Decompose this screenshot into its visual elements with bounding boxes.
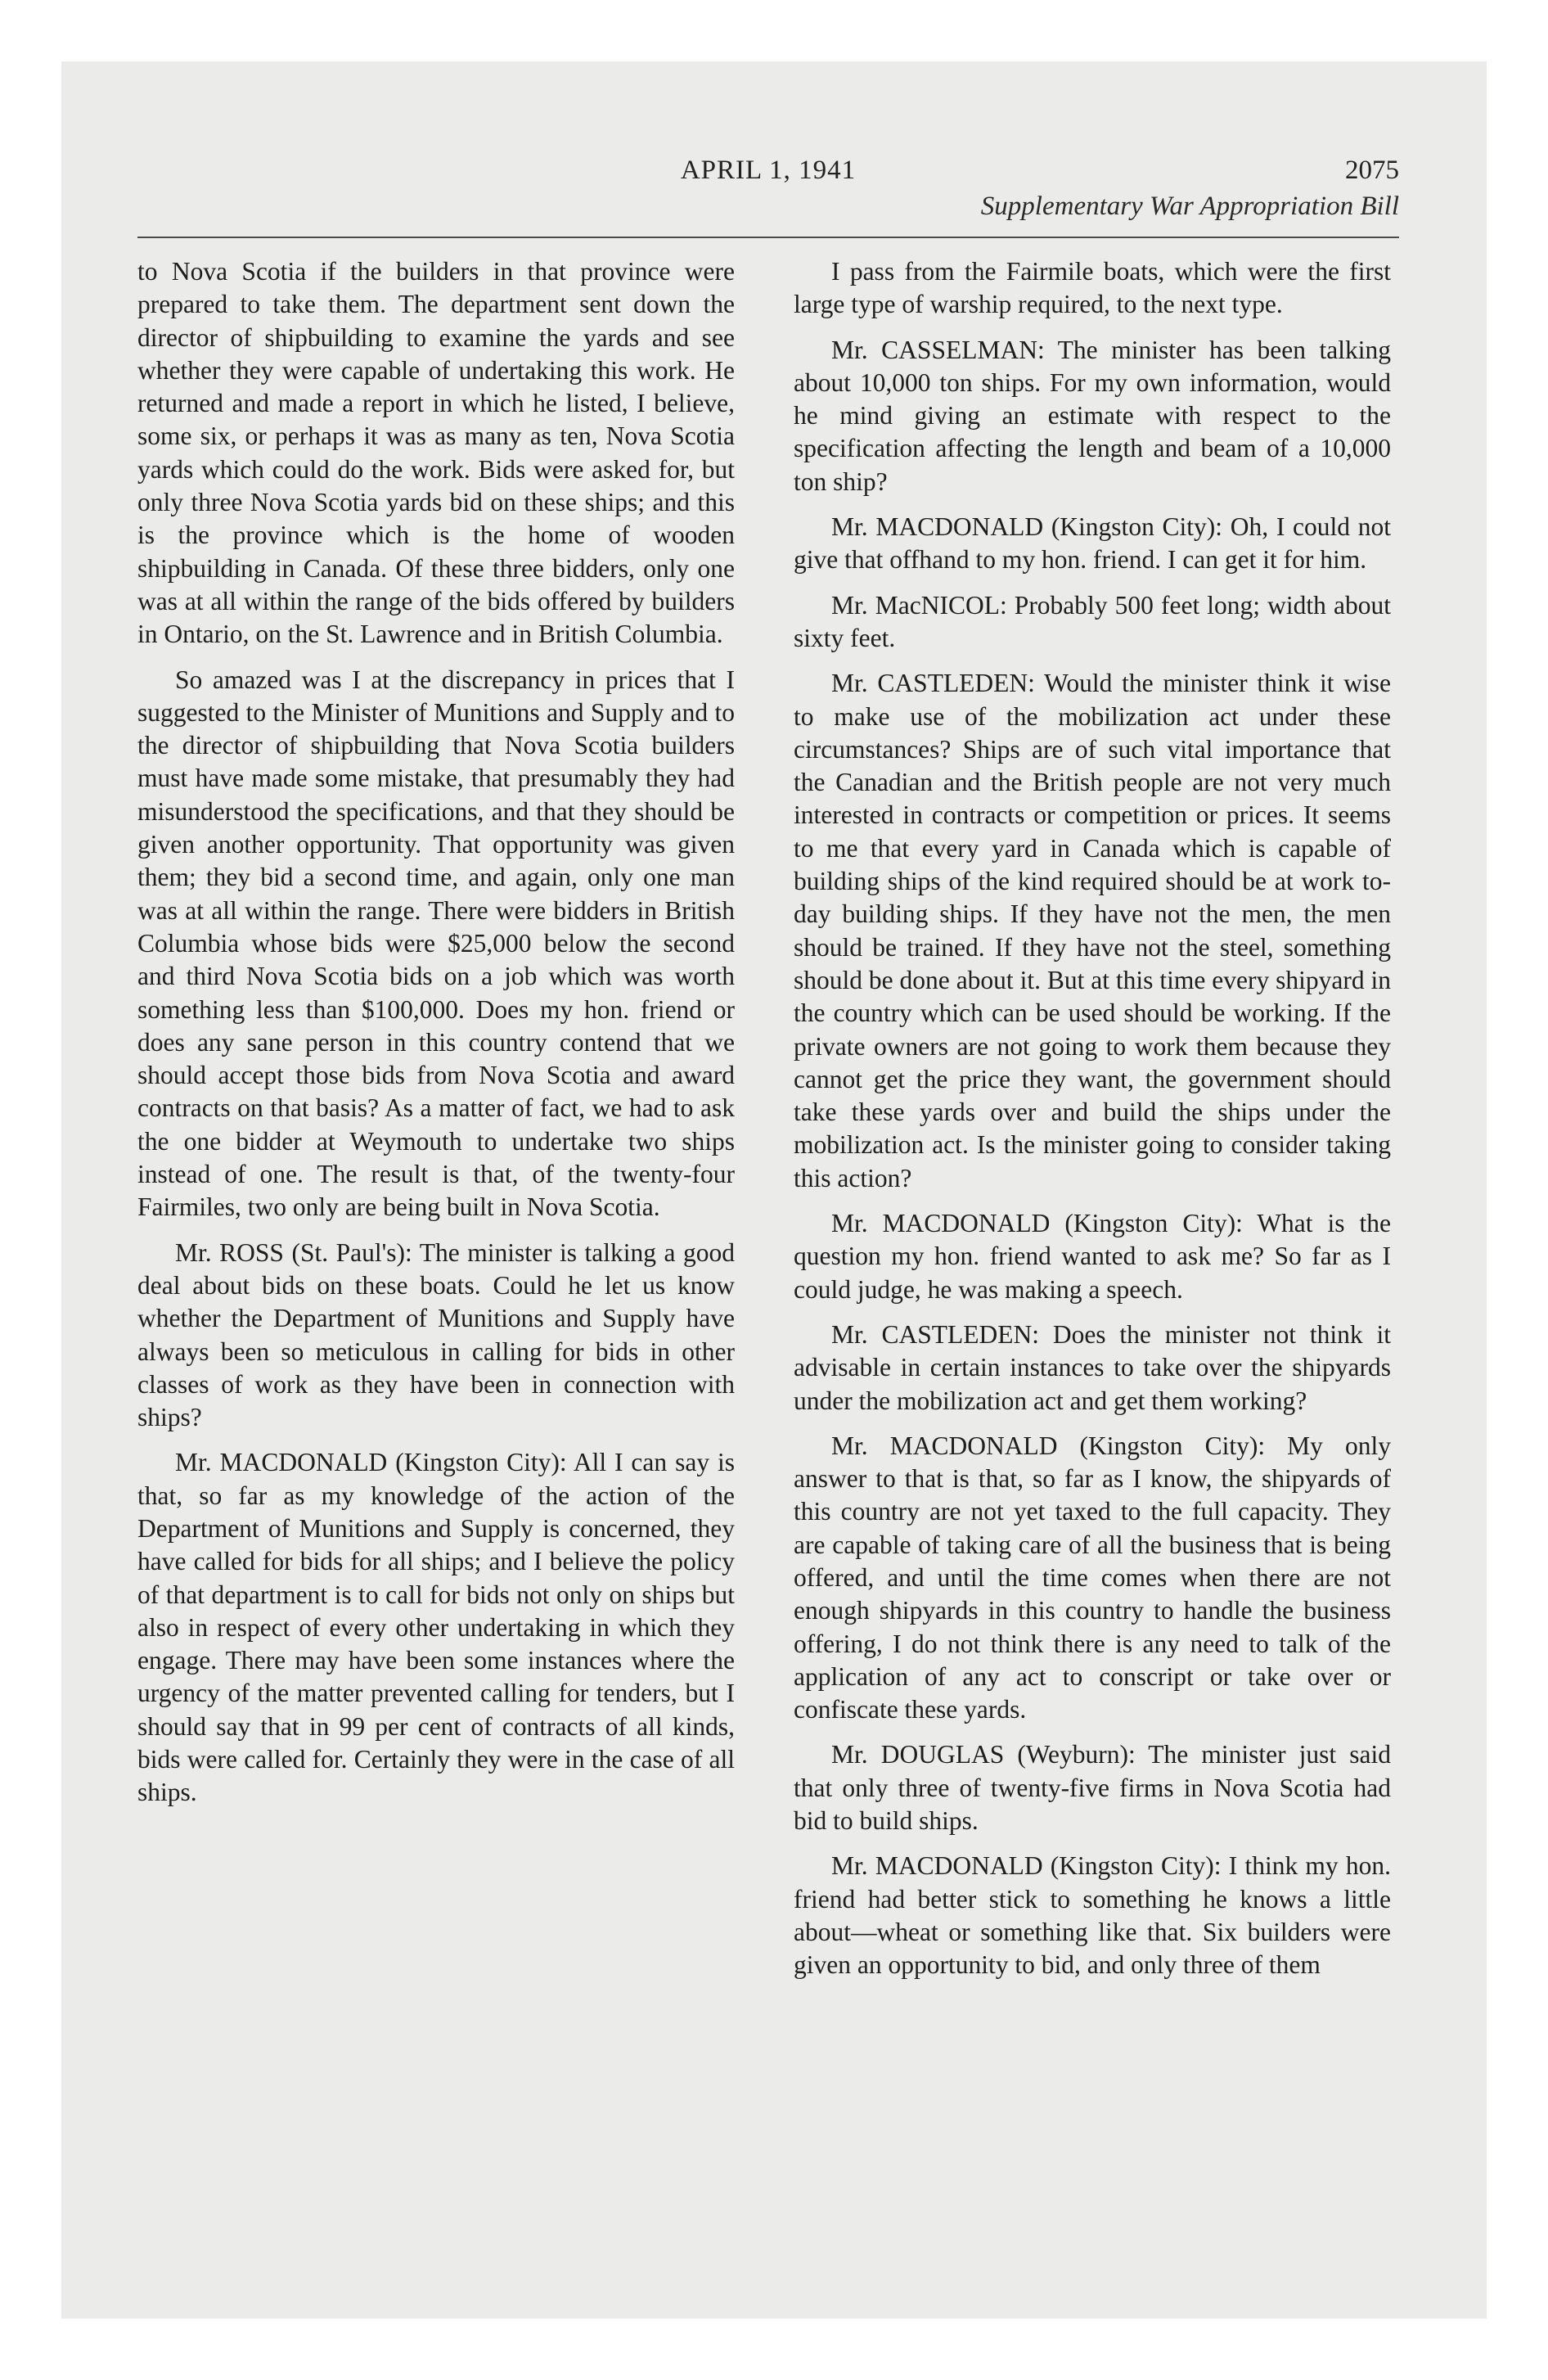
page-number: 2075 xyxy=(1345,156,1399,185)
paragraph: Mr. MACDONALD (Kingston City): I think my hon. friend had better stick to something he knows a little about—wheat or something like that. Six builders were given an opportunity to bid, and only three of them xyxy=(794,1851,1391,1980)
header-subtitle: Supplementary War Appropriation Bill xyxy=(980,192,1399,221)
paragraph: Mr. CASSELMAN: The minister has been talking about 10,000 ton ships. For my own information, would he mind giving an estimate with respect to the specification affecting the length and beam of a 10,000 ton ship? xyxy=(794,335,1391,496)
right-column xyxy=(794,255,1391,1995)
paragraph: to Nova Scotia if the builders in that province were prepared to take them. The department sent down the director of shipbuilding to examine the yards and see whether they were capable of undertaking this work. He returned and made a report in which he listed, I believe, some six, or perhaps it was as many as ten, Nova Scotia yards which could do the work. Bids were asked for, but only three Nova Scotia yards bid on these ships; and this is the province which is the home of wooden shipbuilding in Canada. Of these three bidders, only one was at all within the range of the bids offered by builders in Ontario, on the St. Lawrence and in British Columbia. xyxy=(137,257,735,649)
header-rule xyxy=(137,237,1399,238)
paragraph: Mr. MACDONALD (Kingston City): All I can say is that, so far as my knowledge of the action of the Department of Munitions and Supply is concerned, they have called for bids for all ships; and I believe the policy of that department is to call for bids not only on ships but also in respect of every other undertaking in which they engage. There may have been some instances where the urgency of the matter prevented calling for tenders, but I should say that in 99 per cent of contracts of all kinds, bids were called for. Certainly they were in the case of all ships. xyxy=(137,1448,735,1807)
running-header xyxy=(137,156,1399,237)
left-column xyxy=(137,255,735,1822)
paragraph: Mr. MACDONALD (Kingston City): What is the question my hon. friend wanted to ask me? So far as I could judge, he was making a speech. xyxy=(794,1209,1391,1304)
paragraph: Mr. ROSS (St. Paul's): The minister is talking a good deal about bids on these boats. Could he let us know whether the Department of Munitions and Supply have always been so meticulous in calling for bids in other classes of work as they have been in connection with ships? xyxy=(137,1237,735,1432)
paragraph: Mr. MacNICOL: Probably 500 feet long; width about sixty feet. xyxy=(794,590,1391,652)
paragraph: Mr. CASTLEDEN: Would the minister think it wise to make use of the mobilization act under these circumstances? Ships are of such vital importance that the Canadian and the British people are not very much interested in contracts or competition or prices. It seems to me that every yard in Canada which is capable of building ships of the kind required should be at work to-day building ships. If they have not the men, the men should be trained. If they have not the steel, something should be done about it. But at this time every shipyard in the country which can be used should be working. If the private owners are not going to work them because they cannot get the price they want, the government should take these yards over and build the ships under the mobilization act. Is the minister going to consider taking this action? xyxy=(794,669,1391,1192)
paragraph: Mr. DOUGLAS (Weyburn): The minister just said that only three of twenty-five firms in Nova Scotia had bid to build ships. xyxy=(794,1740,1391,1836)
paragraph: Mr. MACDONALD (Kingston City): Oh, I could not give that offhand to my hon. friend. I can get it for him. xyxy=(794,512,1391,575)
paragraph: Mr. MACDONALD (Kingston City): My only answer to that is that, so far as I know, the shipyards of this country are not yet taxed to the full capacity. They are capable of taking care of all the business that is being offered, and until the time comes when there are not enough shipyards in this country to handle the business offering, I do not think there is any need to talk of the application of any act to conscript or take over or confiscate these yards. xyxy=(794,1431,1391,1724)
paragraph: Mr. CASTLEDEN: Does the minister not think it advisable in certain instances to take over the shipyards under the mobilization act and get them working? xyxy=(794,1319,1391,1415)
header-date: APRIL 1, 1941 xyxy=(680,156,857,185)
paragraph: I pass from the Fairmile boats, which were the first large type of warship required, to the next type. xyxy=(794,257,1391,319)
paragraph: So amazed was I at the discrepancy in prices that I suggested to the Minister of Munitions and Supply and to the director of shipbuilding that Nova Scotia builders must have made some mistake, that presumably they had misunderstood the specifications, and that they should be given another opportunity. That opportunity was given them; they bid a second time, and again, only one man was at all within the range. There were bidders in British Columbia whose bids were $25,000 below the second and third Nova Scotia bids on a job which was worth something less than $100,000. Does my hon. friend or does any sane person in this country contend that we should accept those bids from Nova Scotia and award contracts on that basis? As a matter of fact, we had to ask the one bidder at Weymouth to undertake two ships instead of one. The result is that, of the twenty-four Fairmiles, two only are being built in Nova Scotia. xyxy=(137,665,735,1222)
